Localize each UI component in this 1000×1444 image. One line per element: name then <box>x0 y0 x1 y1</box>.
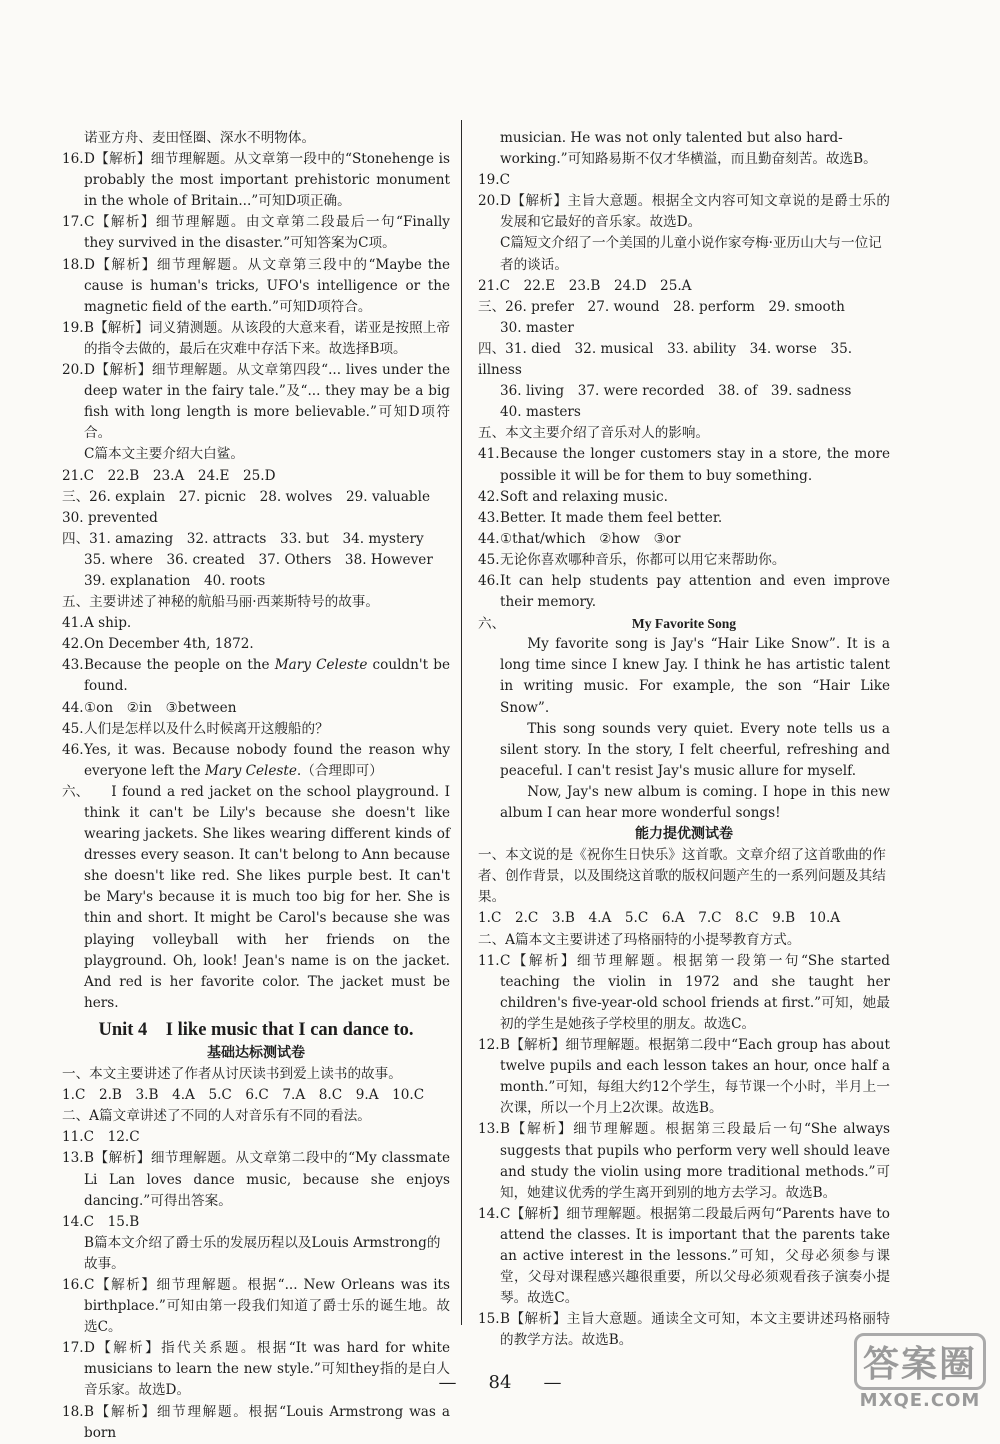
column-divider <box>461 120 462 1325</box>
section-6-essay: 六、 I found a red jacket on the school playground. I think it can't be Lily's because she doesn't like wearing jackets. She likes wearing different kinds of dresses every season. It can't belong to Ann because she doesn't like red. She likes purple best. It can't be Mary's because it is much too big for her. She is thin and short. It might be Carol's because she was playing volleyball with her friends on the playground. Oh, look! Jean's name is on the jacket. And red is her favorite color. The jacket must be hers. <box>62 783 450 1011</box>
answer-20: 20. D【解析】细节理解题。从文章第四段“... lives under the deep water in the fairy tale.”及“... they may be a big fish with long length is more believable.”可知D项符合。 <box>62 362 450 442</box>
section-3-answers-b: 30. master <box>500 319 574 336</box>
passage-c-summary: C篇短文介绍了一个美国的儿童小说作家夸梅·亚历山大与一位记者的谈话。 <box>500 235 882 273</box>
unit-subtitle: 基础达标测试卷 <box>207 1044 305 1061</box>
section-3-answers: 三、26. explain 27. picnic 28. wolves 29. valuable 30. prevented <box>62 488 444 526</box>
watermark <box>854 1333 986 1411</box>
answer-19: 19.C <box>478 172 511 189</box>
test-part-2-summary: 二、A篇本文主要讲述了玛格丽特的小提琴教育方式。 <box>478 931 801 948</box>
section-4-answers-c: 40. masters <box>500 404 581 421</box>
passage-c-summary: C篇本文主要介绍大白鲨。 <box>84 446 244 463</box>
answer-19: 19. B【解析】词义猜测题。从该段的大意来看，诺亚是按照上帝的指令去做的，最后在灾难中存活下来。故选择B项。 <box>62 319 450 357</box>
test-part-1-answers: 1.C 2.C 3.B 4.A 5.C 6.A 7.C 8.C 9.B 10.A <box>478 910 841 927</box>
watermark-logo: 答案圈 <box>854 1333 986 1390</box>
unit-title: Unit 4 I like music that I can dance to. <box>98 1019 414 1040</box>
answers-14-15: 14.C 15.B <box>62 1213 140 1230</box>
answers-21-25: 21.C 22.B 23.A 24.E 25.D <box>62 467 276 484</box>
passage-b-summary: B篇本文介绍了爵士乐的发展历程以及Louis Armstrong的故事。 <box>84 1234 441 1272</box>
section-5-summary: 五、主要讲述了神秘的航船马丽·西莱斯特号的故事。 <box>62 594 379 611</box>
answer-44: 44. ①that/which ②how ③or <box>478 530 681 547</box>
test-answer-14: 14. C【解析】细节理解题。根据第二段最后两句“Parents have to attend the classes. It is important that the parents take an active interest in the lessons.”可知，父母必须参与课堂，父母对课程感兴趣很重要，所以父母必须观看孩子演奏小提琴。故选C。 <box>478 1205 890 1307</box>
left-column <box>62 128 450 1444</box>
answer-43: 43. Because the people on the Mary Celeste couldn't be found. <box>62 657 450 695</box>
part-1-summary: 一、本文主要讲述了作者从讨厌读书到爱上读书的故事。 <box>62 1066 402 1083</box>
test-title: 能力提优测试卷 <box>635 826 733 843</box>
answer-45: 45. 无论你喜欢哪种音乐，你都可以用它来帮助你。 <box>478 551 786 568</box>
section-4-answers-a: 四、31. died 32. musical 33. ability 34. worse 35. illness <box>478 340 853 379</box>
right-column <box>478 128 890 1351</box>
section-4-answers-a: 四、31. amazing 32. attracts 33. but 34. mystery <box>62 530 424 547</box>
answer-41: 41. Because the longer customers stay in a store, the more possible it will be for them to buy something. <box>478 446 890 484</box>
answer-20: 20. D【解析】主旨大意题。根据全文内容可知文章说的是爵士乐的发展和它最好的音乐家。故选D。 <box>478 193 890 231</box>
unit-answer-13: 13. B【解析】细节理解题。从文章第二段中的“My classmate Li Lan loves dance music, because she enjoys dancing.”可得出答案。 <box>62 1150 450 1209</box>
section-4-answers-c: 39. explanation 40. roots <box>84 572 266 589</box>
section-4-answers-b: 35. where 36. created 37. Others 38. However <box>84 551 433 568</box>
test-answer-15: 15. B【解析】主旨大意题。通读全文可知，本文主要讲述玛格丽特的教学方法。故选B。 <box>478 1311 890 1349</box>
answers-21-25: 21.C 22.E 23.B 24.D 25.A <box>478 277 692 294</box>
unit-answer-18: 18. B【解析】细节理解题。根据“Louis Armstrong was a born <box>62 1403 450 1441</box>
essay-paragraph-3: Now, Jay's new album is coming. I hope in this new album I can hear more wonderful songs! <box>500 783 890 821</box>
page-number: — 84 — <box>438 1372 562 1393</box>
answer-46: 46. Yes, it was. Because nobody found the reason why everyone left the Mary Celeste.（合理即可） <box>62 741 450 779</box>
answer-18-continued: musician. He was not only talented but also hard-working.”可知路易斯不仅才华横溢，而且勤奋刻苦。故选B。 <box>500 130 877 168</box>
unit-answer-16: 16. C【解析】细节理解题。根据“... New Orleans was its birthplace.”可知由第一段我们知道了爵士乐的诞生地。故选C。 <box>62 1276 450 1336</box>
section-5-summary: 五、本文主要介绍了音乐对人的影响。 <box>478 425 710 442</box>
intro-line: 诺亚方舟、麦田怪圈、深水不明物体。 <box>84 130 316 146</box>
part-1-answers: 1.C 2.B 3.B 4.A 5.C 6.C 7.A 8.C 9.A 10.C <box>62 1087 425 1104</box>
answer-41: 41. A ship. <box>62 615 132 632</box>
section-3-answers-a: 三、26. prefer 27. wound 28. perform 29. smooth <box>478 298 845 315</box>
essay-title: 六、 My Favorite Song <box>478 616 737 632</box>
answer-42: 42. Soft and relaxing music. <box>478 488 668 505</box>
answer-46: 46. It can help students pay attention and even improve their memory. <box>478 572 890 611</box>
test-part-1-summary: 一、本文说的是《祝你生日快乐》这首歌。文章介绍了这首歌曲的作者、创作背景，以及围绕这首歌的版权问题产生的一系列问题及其结果。 <box>478 847 886 906</box>
answer-44: 44. ①on ②in ③between <box>62 699 237 716</box>
answer-16: 16. D【解析】细节理解题。从文章第一段中的“Stonehenge is probably the most important prehistoric monument in the whole of Britain...”可知D项正确。 <box>62 151 450 210</box>
answers-11-12: 11.C 12.C <box>62 1129 140 1146</box>
answer-18: 18. D【解析】细节理解题。从文章第三段中的“Maybe the cause is human's tricks, UFO's intelligence or the magnetic field of the earth.”可知D项符合。 <box>62 256 450 315</box>
test-answer-13: 13. B【解析】细节理解题。根据第三段最后一句“She always suggests that pupils who perform very well should leave and study the violin using more traditional methods.”可知，她建议优秀的学生离开到别的地方去学习。故选B。 <box>478 1121 890 1201</box>
answer-42: 42. On December 4th, 1872. <box>62 636 254 653</box>
watermark-url: MXQE.COM <box>859 1390 981 1411</box>
test-answer-12: 12. B【解析】细节理解题。根据第二段中“Each group has about twelve pupils and each lesson takes an hour, once half a month.”可知，每组大约12个学生，每节课一个小时，半月上一次课，所以一个月上2次课。故选B。 <box>478 1037 890 1117</box>
answer-17: 17. C【解析】细节理解题。由文章第二段最后一句“Finally they survived in the disaster.”可知答案为C项。 <box>62 214 450 252</box>
part-2-summary: 二、A篇文章讲述了不同的人对音乐有不同的看法。 <box>62 1108 371 1125</box>
unit-answer-17: 17. D【解析】指代关系题。根据“It was hard for white musicians to learn the new style.”可知they指的是白人音乐家。故选D。 <box>62 1340 450 1399</box>
essay-paragraph-1: My favorite song is Jay's “Hair Like Snow”. It is a long time since I knew Jay. I think he has artistic talent in writing music. For example, the son “Hair Like Snow”. <box>500 636 890 716</box>
essay-paragraph-2: This song sounds very quiet. Every note tells us a silent story. In the story, I felt cheerful, refreshing and peaceful. I can't resist Jay's music allure for myself. <box>500 720 890 779</box>
answer-43: 43. Better. It made them feel better. <box>478 509 723 526</box>
section-4-answers-b: 36. living 37. were recorded 38. of 39. sadness <box>500 383 852 400</box>
test-answer-11: 11. C【解析】细节理解题。根据第一段第一句“She started teaching the violin in 1972 and she taught her children's five-year-old school friends at first.”可知，她最初的学生是她孩子学校里的朋友。故选C。 <box>478 952 890 1032</box>
answer-45: 45. 人们是怎样以及什么时候离开这艘船的？ <box>62 720 329 737</box>
